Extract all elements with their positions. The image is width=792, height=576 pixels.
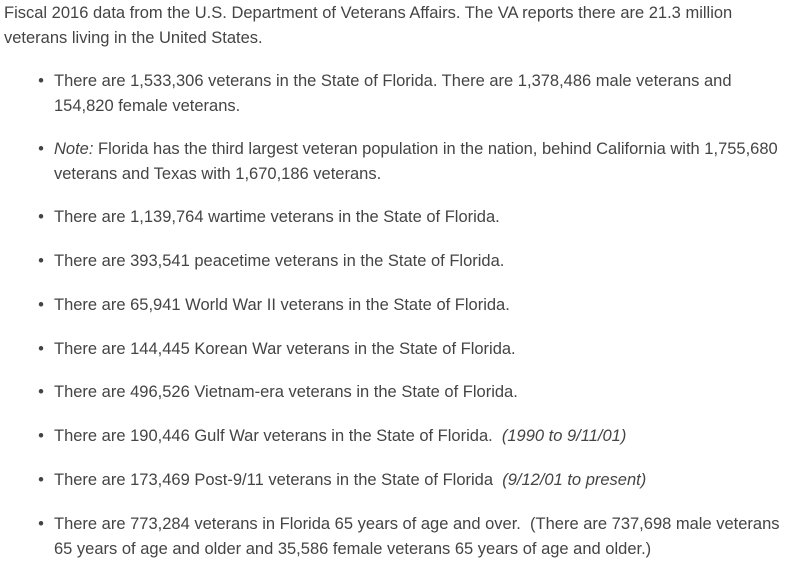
- fact-text: There are 496,526 Vietnam-era veterans in the State of Florida.: [54, 383, 518, 401]
- note-text: Florida has the third largest veteran population in the nation, behind California with 1,755,680 veterans and Texas with 1,670,186 veterans.: [54, 140, 778, 183]
- bullet-icon: •: [38, 296, 44, 314]
- fact-text: There are 393,541 peacetime veterans in the State of Florida.: [54, 252, 505, 270]
- bullet-icon: •: [38, 427, 44, 445]
- note-label: Note:: [54, 140, 94, 158]
- bullet-icon: •: [38, 140, 44, 158]
- bullet-icon: •: [38, 515, 44, 533]
- bullet-icon: •: [38, 383, 44, 401]
- bullet-icon: •: [38, 471, 44, 489]
- fact-text: There are 773,284 veterans in Florida 65 years of age and over. (There are 737,698 male veterans 65 years of age and older and 35,586 female veterans 65 years of age and older.): [54, 515, 785, 558]
- fact-text: There are 1,139,764 wartime veterans in the State of Florida.: [54, 208, 500, 226]
- fact-text: [54, 424, 786, 449]
- bullet-icon: •: [38, 72, 44, 90]
- gulf-war-text: There are 190,446 Gulf War veterans in the State of Florida.: [54, 427, 502, 445]
- fact-text: [54, 137, 786, 187]
- bullet-icon: •: [38, 340, 44, 358]
- fact-text: There are 65,941 World War II veterans in the State of Florida.: [54, 296, 510, 314]
- intro-paragraph: Fiscal 2016 data from the U.S. Department of Veterans Affairs. The VA reports there are 21.3 million veterans living in the United States.: [4, 4, 733, 47]
- gulf-war-period: (1990 to 9/11/01): [501, 427, 627, 445]
- post-911-period: (9/12/01 to present): [502, 471, 647, 489]
- post-911-text: There are 173,469 Post-9/11 veterans in the State of Florida: [54, 471, 503, 489]
- fact-text: There are 144,445 Korean War veterans in the State of Florida.: [54, 340, 516, 358]
- fact-text: [54, 468, 786, 493]
- bullet-icon: •: [38, 208, 44, 226]
- fact-text: There are 1,533,306 veterans in the State of Florida. There are 1,378,486 male veterans and 154,820 female veterans.: [54, 72, 732, 115]
- bullet-icon: •: [38, 252, 44, 270]
